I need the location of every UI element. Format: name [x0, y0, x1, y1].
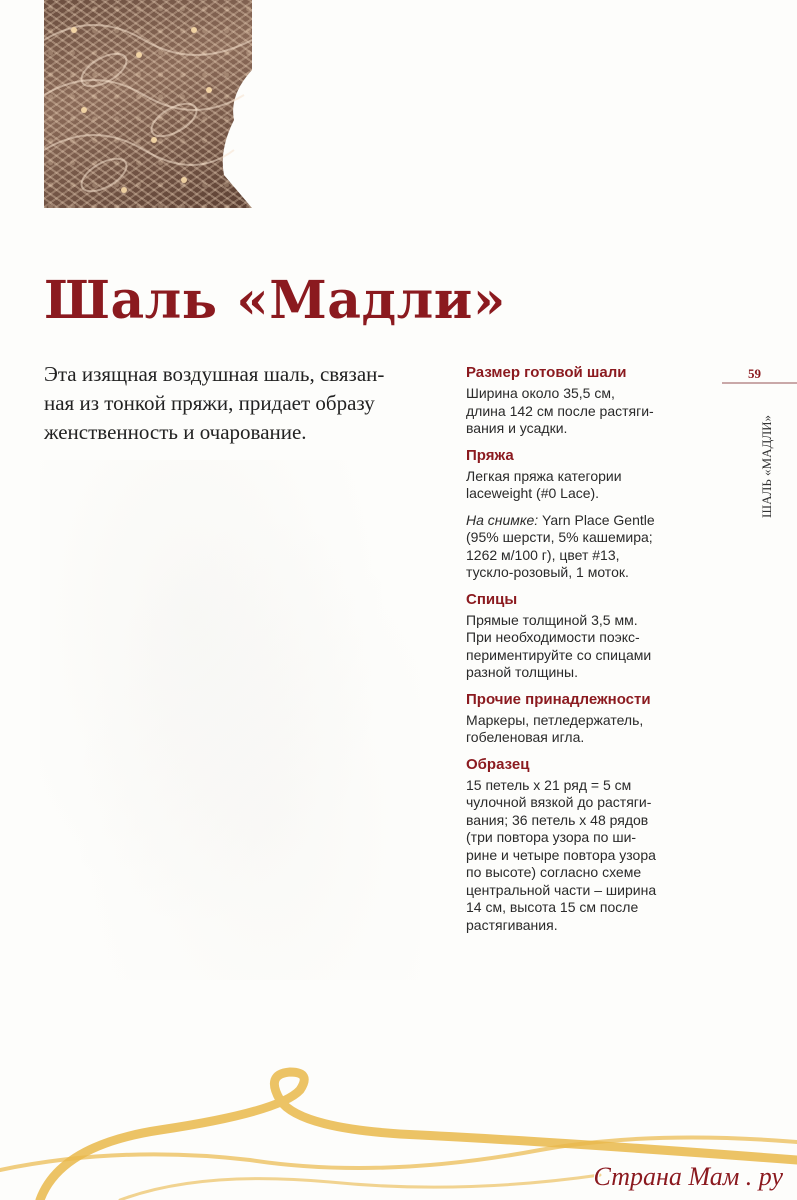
intro-text — [44, 360, 444, 447]
spec-line: 15 петель х 21 ряд = 5 см — [466, 776, 632, 793]
spec-section — [466, 756, 696, 935]
paragraph-gap — [466, 503, 696, 512]
spec-section-title: Пряжа — [466, 446, 514, 464]
running-title-text: ШАЛЬ «МАДЛИ» — [759, 414, 774, 518]
spec-line: гобеленовая игла. — [466, 729, 585, 745]
shawl-photo — [44, 0, 252, 208]
spec-line: При необходимости поэкс- — [466, 629, 640, 645]
photo-caption-label: На снимке: — [466, 511, 539, 528]
spec-line: Легкая пряжа категории — [466, 467, 622, 484]
intro-line: женственность и очарование. — [44, 420, 307, 444]
spec-section-title: Спицы — [466, 590, 518, 608]
spec-line: 1262 м/100 г), цвет #13, — [466, 546, 620, 563]
spec-line: (95% шерсти, 5% кашемира; — [466, 529, 653, 545]
site-watermark: Страна Мам . ру — [593, 1162, 783, 1191]
spec-line: растягивания. — [466, 916, 558, 933]
spec-line: разной толщины. — [466, 664, 578, 680]
spec-section — [466, 364, 696, 438]
spec-line: вания; 36 петель х 48 рядов — [466, 811, 649, 828]
spec-line: рине и четыре повтора узора — [466, 846, 656, 863]
specs-column — [466, 364, 696, 934]
page-background-showthrough — [40, 460, 420, 980]
page-number: 59 — [748, 366, 761, 381]
running-title — [757, 392, 777, 522]
spec-line: по высоте) согласно схеме — [466, 864, 642, 880]
spec-line: (три повтора узора по ши- — [466, 829, 637, 845]
spec-line: laceweight (#0 Lace). — [466, 485, 600, 501]
spec-section — [466, 447, 696, 582]
spec-line: 14 см, высота 15 см после — [466, 899, 639, 915]
spec-section-title: Прочие принадлежности — [466, 690, 651, 708]
intro-line: ная из тонкой пряжи, придает образу — [44, 391, 375, 415]
spec-line: На снимке: Yarn Place Gentle — [466, 511, 655, 528]
spec-section — [466, 691, 696, 747]
spec-line: Прямые толщиной 3,5 мм. — [466, 611, 638, 628]
spec-line: чулочной вязкой до растяги- — [466, 794, 652, 810]
spec-line: Ширина около 35,5 см, — [466, 385, 615, 401]
page-title: Шаль «Мадли» — [44, 270, 506, 331]
lace-pattern-image — [44, 0, 252, 208]
spec-line: периментируйте со спицами — [466, 646, 652, 663]
spec-section-title: Размер готовой шали — [466, 364, 627, 381]
spec-line: центральной части – ширина — [466, 881, 657, 898]
spec-section-title: Образец — [466, 755, 530, 773]
spec-line: Маркеры, петледержатель, — [466, 711, 644, 728]
spec-section — [466, 591, 696, 682]
intro-line: Эта изящная воздушная шаль, связан- — [44, 362, 385, 386]
spec-line: тускло-розовый, 1 моток. — [466, 564, 629, 580]
spec-line: длина 142 см после растяги- — [466, 402, 654, 419]
spec-line: вания и усадки. — [466, 420, 568, 436]
page-number-rule — [722, 382, 797, 384]
